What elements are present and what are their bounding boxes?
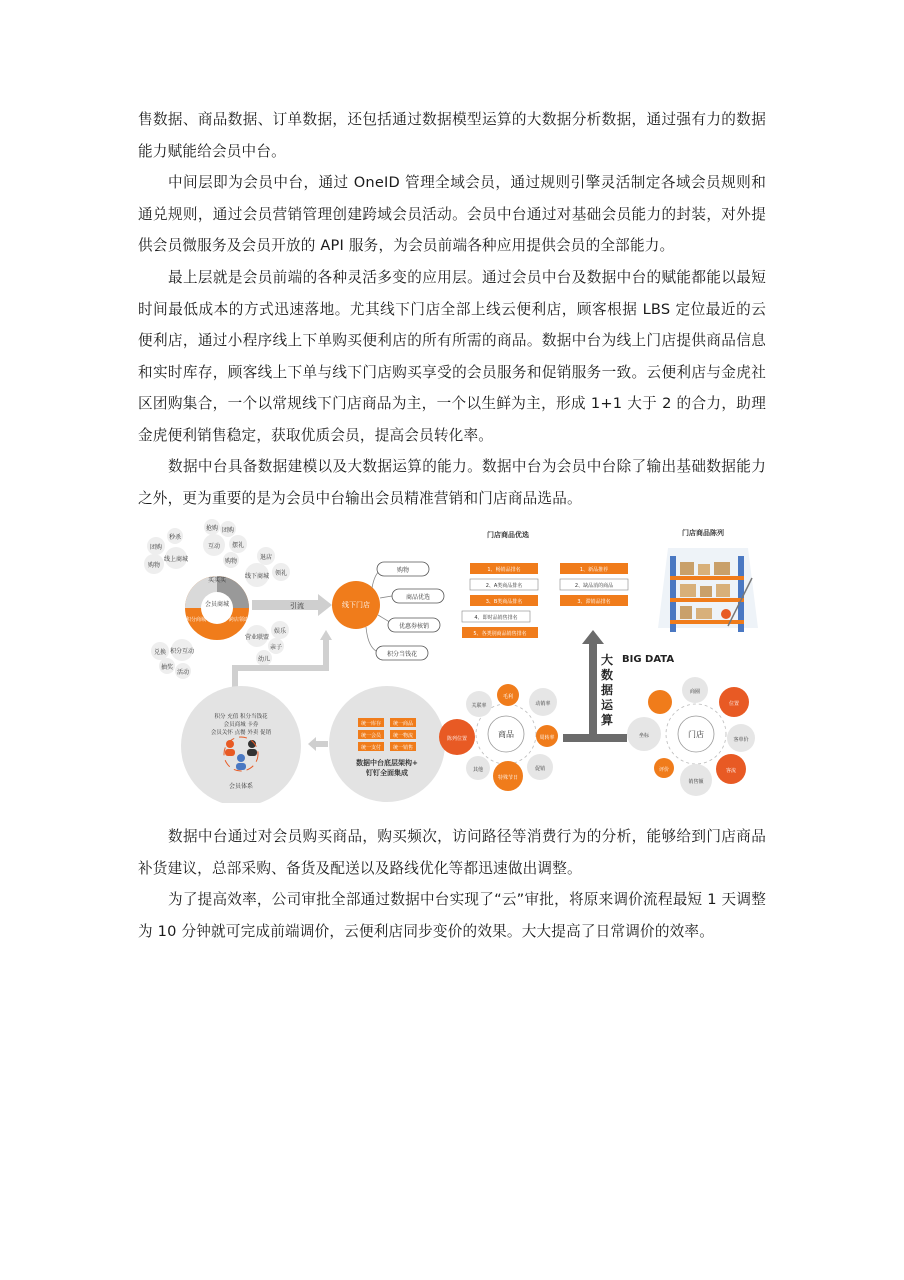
product-node-label: 促销 — [534, 766, 546, 772]
product-node-label: 周转率 — [539, 735, 555, 741]
big-data-char: 运 — [600, 698, 614, 712]
store-circle-label: 线下门店 — [342, 601, 370, 609]
bubble-label: 积分互动 — [169, 648, 195, 655]
store-node-label: 评价 — [658, 767, 670, 773]
paragraph-3: 最上层就是会员前端的各种灵活多变的应用层。通过会员中台及数据中台的赋能都能以最短时间最低成本的方式迅速落地。尤其线下门店全部上线云便利店，顾客根据 LBS 定位最近的云便利店，通过小程序线上下单购买便利店的所有所需的商品。数据中台为线上门店提供商品信息和实时库存，顾客线上下单与线下门店购买享受的会员服务和促销服务一致。云便利店与金虎社区团购集合，一个以常规线下门店商品为主，一个以生鲜为主，形成 1+1 大于 2 的合力，助理金虎便利销售稳定，获取优质会员，提高会员转化率。 — [138, 269, 766, 444]
store-node-label: 销售额 — [688, 779, 704, 785]
left-arrow — [308, 737, 328, 751]
bubble-label: 线上商城 — [163, 556, 189, 563]
optimize-item: 2、缺品消的商品 — [574, 583, 614, 589]
ring-left-label: 积分商城 — [185, 617, 207, 623]
member-system-text: 积分 充值 积分当钱花 — [214, 714, 268, 720]
store-node-label: 客单价 — [733, 737, 749, 743]
base-box-label: 统一商品 — [392, 721, 414, 727]
bubble-label: 活动 — [176, 669, 190, 676]
arrow-label: 引流 — [290, 602, 304, 610]
optimize-item: 2、A类商品排名 — [485, 583, 523, 589]
ring-center-label: 会员商城 — [204, 601, 230, 608]
product-node-label: 毛利 — [502, 694, 514, 700]
store-output-label: 购物 — [396, 567, 410, 574]
base-caption: 数据中台底层架构+ — [356, 759, 418, 767]
store-node-label: 客流 — [725, 768, 737, 774]
paragraph-1: 售数据、商品数据、订单数据，还包括通过数据模型运算的大数据分析数据，通过强有力的数据能力赋能给会员中台。 — [138, 111, 766, 160]
bubble-label: 领礼 — [274, 570, 288, 577]
big-data-char: 据 — [600, 683, 614, 697]
product-center-label: 商品 — [498, 730, 514, 739]
product-node-label: 关联率 — [471, 703, 487, 709]
store-node-label: 坐标 — [638, 733, 650, 739]
optimize-title: 门店商品优选 — [487, 531, 529, 539]
bubble-label: 退店 — [259, 554, 273, 561]
bubble-label: 线下商城 — [244, 573, 270, 580]
ring-top-label: 买买买 — [207, 577, 227, 584]
product-node-label: 特殊节日 — [497, 775, 519, 781]
bubble-label: 娱乐 — [273, 628, 287, 635]
member-system-text: 会员关怀 点餐 外卖 促销 — [210, 730, 272, 736]
optimize-item: 4、即时品销售排名 — [474, 615, 518, 621]
bubble-label: 团购 — [221, 527, 235, 534]
base-box-label: 统一销售 — [392, 745, 414, 751]
paragraph-5: 数据中台通过对会员购买商品，购买频次，访问路径等消费行为的分析，能够给到门店商品补货建议，总部采购、备货及配送以及路线优化等都迅速做出调整。 — [138, 828, 766, 877]
optimize-left-list — [462, 563, 538, 638]
product-node-label: 陈列位置 — [446, 736, 468, 742]
bubble-label: 幼儿 — [257, 656, 271, 663]
traffic-arrow — [252, 594, 332, 616]
bubble-label: 秒杀 — [168, 534, 182, 541]
base-caption: 钉钉全面集成 — [366, 769, 408, 777]
base-box-label: 统一会员 — [360, 733, 382, 739]
store-output-label: 商品优选 — [405, 594, 431, 601]
display-title: 门店商品陈列 — [682, 529, 724, 537]
store-node-label: 商圈 — [689, 689, 701, 695]
optimize-item: 3、B类商品排名 — [485, 599, 523, 605]
big-data-char: 大 — [600, 653, 614, 667]
bubble-label: 购物 — [147, 562, 161, 569]
paragraph-4: 数据中台具备数据建模以及大数据运算的能力。数据中台为会员中台除了输出基础数据能力之外，更为重要的是为会员中台输出会员精准营销和门店商品选品。 — [138, 458, 766, 507]
big-data-char: 算 — [600, 713, 614, 727]
member-system-text: 会员商城 卡券 — [223, 722, 259, 728]
base-box-label: 统一库存 — [360, 721, 382, 727]
store-cluster — [627, 677, 755, 796]
optimize-item: 1、新品推荐 — [579, 567, 609, 573]
bubble-label: 抢购 — [205, 525, 219, 532]
base-box-label: 统一物流 — [392, 733, 414, 739]
bubble-label: 亲子 — [269, 644, 283, 651]
big-data-arrow — [563, 630, 627, 742]
shelf-illustration — [658, 548, 758, 632]
bubble-label: 摆礼 — [231, 542, 245, 549]
bubble-label: 购物 — [224, 558, 238, 565]
bubble-label: 互动 — [207, 543, 221, 550]
product-node-label: 其他 — [472, 767, 484, 773]
ring-right-label: 跨店领取 — [228, 617, 250, 623]
store-output-label: 积分当钱花 — [386, 651, 418, 658]
bubble-label: 抽奖 — [160, 664, 174, 671]
paragraph-6: 为了提高效率，公司审批全部通过数据中台实现了“云”审批，将原来调价流程最短 1 天调整为 10 分钟就可完成前端调价，云便利店同步变价的效果。大大提高了日常调价的效率。 — [138, 891, 766, 940]
member-system-label: 会员体系 — [228, 783, 254, 790]
data-middle-platform-diagram — [140, 518, 765, 803]
product-node-label: 动销率 — [535, 701, 551, 707]
base-architecture-circle — [329, 686, 445, 802]
optimize-item: 5、各类别商品销售排名 — [473, 631, 527, 637]
store-node-label: 位置 — [728, 701, 740, 707]
big-data-label: BIG DATA — [622, 654, 675, 665]
optimize-item: 1、畅销品排名 — [487, 567, 521, 573]
store-output-label: 优惠券核销 — [398, 623, 430, 630]
big-data-char: 数 — [600, 668, 614, 682]
optimize-item: 3、滞销品排名 — [577, 599, 611, 605]
store-center-label: 门店 — [688, 730, 704, 739]
bubble-label: 营业联盟 — [244, 634, 270, 641]
bubble-label: 团购 — [149, 544, 163, 551]
product-cluster — [439, 684, 558, 791]
bubble-label: 兑换 — [153, 649, 167, 656]
optimize-right-list — [560, 563, 628, 606]
member-ring — [185, 576, 249, 640]
paragraph-2: 中间层即为会员中台，通过 OneID 管理全域会员，通过规则引擎灵活制定各域会员规则和通兑规则，通过会员营销管理创建跨域会员活动。会员中台通过对基础会员能力的封装，对外提供会员微服务及会员开放的 API 服务，为会员前端各种应用提供会员的全部能力。 — [138, 174, 766, 254]
base-box-label: 统一支付 — [360, 745, 382, 751]
